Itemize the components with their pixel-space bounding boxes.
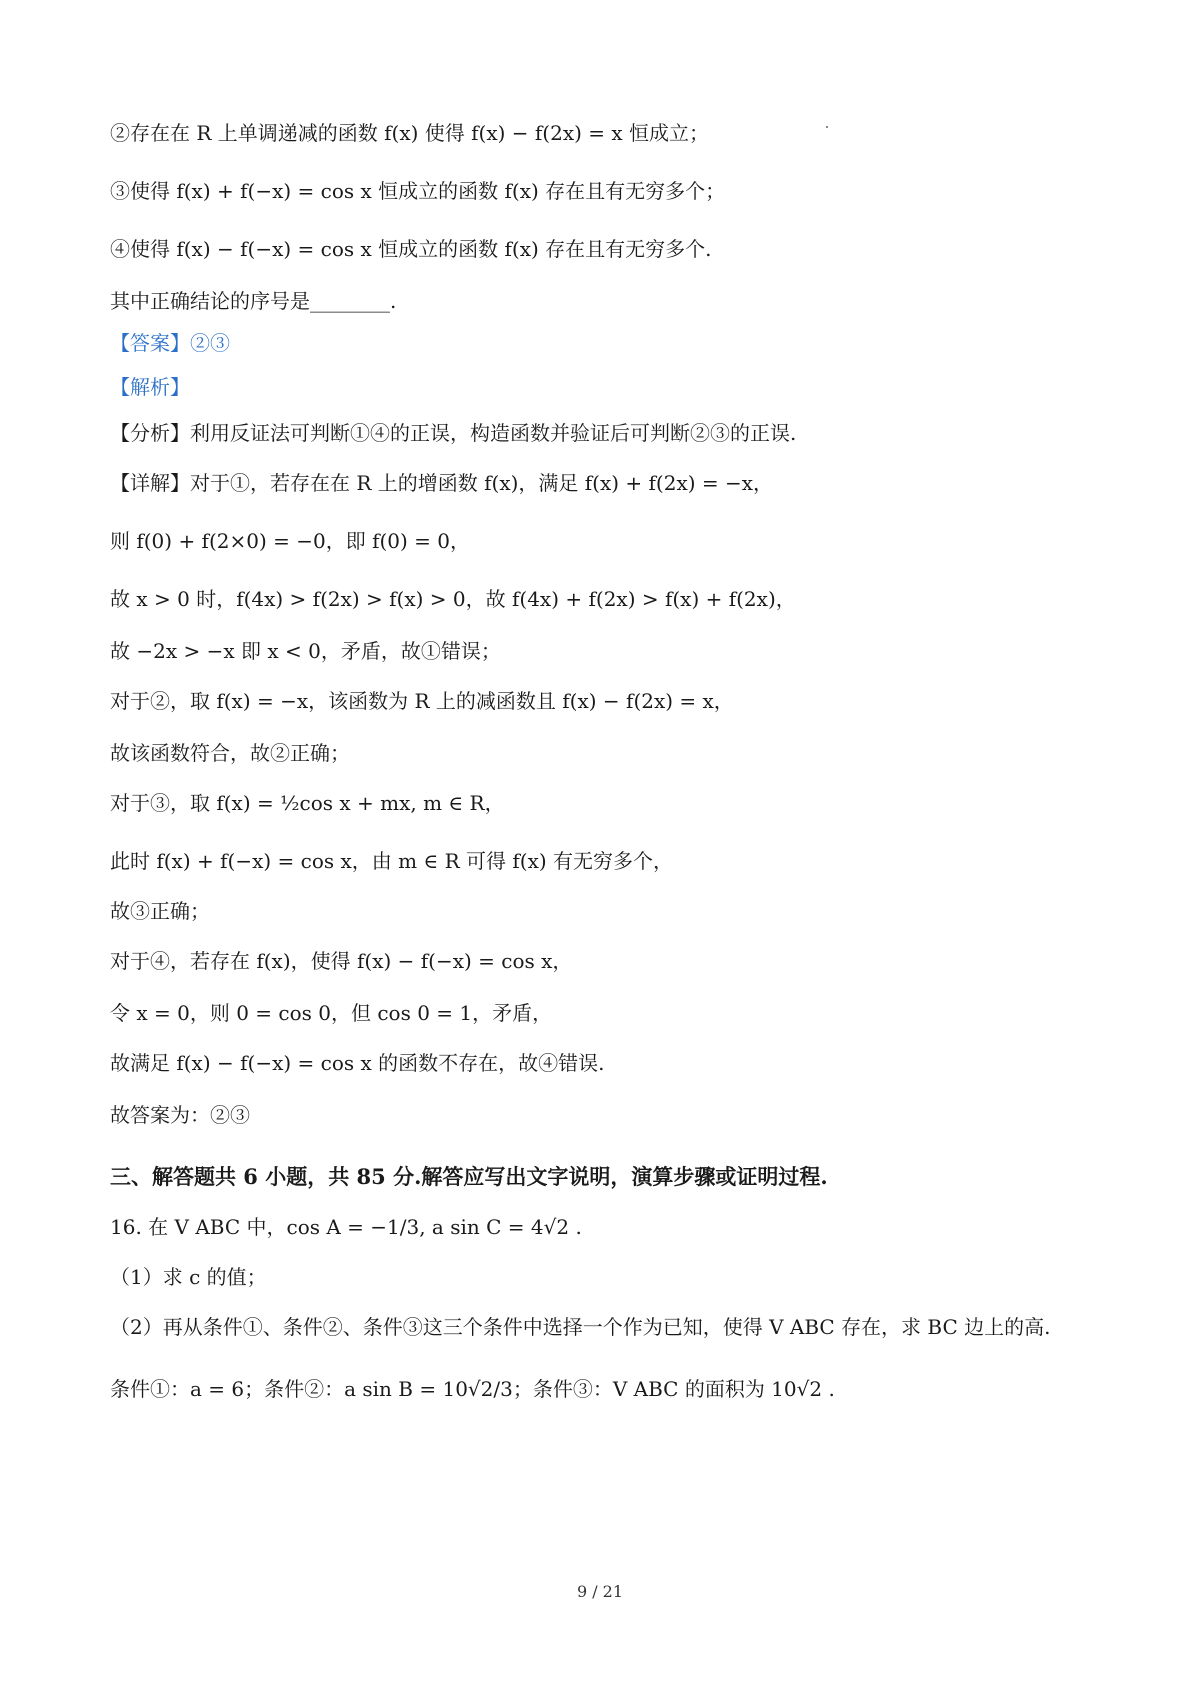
- page-number: 9 / 21: [576, 1582, 624, 1601]
- detail-line-7: 对于③，取 f(x) = ½cos x + mx, m ∈ R，: [110, 791, 505, 815]
- problem-16: 16. 在 V ABC 中，cos A = −1/3, a sin C = 4√2 .: [110, 1215, 582, 1239]
- detail-line-3: 故 x > 0 时，f(4x) > f(2x) > f(x) > 0，故 f(4x) + f(2x) > f(x) + f(2x)，: [110, 587, 796, 611]
- problem-16-part-2: （2）再从条件①、条件②、条件③这三个条件中选择一个作为已知，使得 V ABC 存在，求 BC 边上的高.: [110, 1315, 1051, 1339]
- detail-line-11: 令 x = 0，则 0 = cos 0，但 cos 0 = 1，矛盾，: [110, 1001, 553, 1025]
- section-heading: 三、解答题共 6 小题，共 85 分.解答应写出文字说明，演算步骤或证明过程.: [110, 1164, 828, 1189]
- detail-line-2: 则 f(0) + f(2×0) = −0，即 f(0) = 0，: [110, 529, 471, 553]
- detail-line-6: 故该函数符合，故②正确；: [110, 741, 350, 765]
- detail-line-1: 【详解】对于①，若存在在 R 上的增函数 f(x)，满足 f(x) + f(2x) = −x，: [110, 471, 774, 495]
- detail-line-5: 对于②，取 f(x) = −x，该函数为 R 上的减函数且 f(x) − f(2x) = x，: [110, 689, 734, 713]
- question-blank: 其中正确结论的序号是________.: [110, 289, 397, 313]
- statement-2: ②存在在 R 上单调递减的函数 f(x) 使得 f(x) − f(2x) = x 恒成立；: [110, 121, 710, 145]
- detail-line-12: 故满足 f(x) − f(−x) = cos x 的函数不存在，故④错误.: [110, 1051, 605, 1075]
- problem-16-conditions: 条件①：a = 6；条件②：a sin B = 10√2/3；条件③：V ABC 的面积为 10√2 .: [110, 1377, 835, 1401]
- scan-dot: [826, 126, 828, 128]
- problem-16-part-1: （1）求 c 的值；: [110, 1265, 267, 1289]
- answer-line: 【答案】②③: [110, 331, 230, 355]
- statement-3: ③使得 f(x) + f(−x) = cos x 恒成立的函数 f(x) 存在且有无穷多个；: [110, 179, 726, 203]
- detail-line-10: 对于④，若存在 f(x)，使得 f(x) − f(−x) = cos x，: [110, 949, 573, 973]
- final-answer: 故答案为：②③: [110, 1103, 250, 1127]
- detail-line-8: 此时 f(x) + f(−x) = cos x，由 m ∈ R 可得 f(x) 有无穷多个，: [110, 849, 674, 873]
- detail-line-9: 故③正确；: [110, 899, 210, 923]
- analysis-summary: 【分析】利用反证法可判断①④的正误，构造函数并验证后可判断②③的正误.: [110, 421, 797, 445]
- statement-4: ④使得 f(x) − f(−x) = cos x 恒成立的函数 f(x) 存在且有无穷多个.: [110, 237, 712, 261]
- analysis-heading: 【解析】: [110, 375, 190, 399]
- detail-line-4: 故 −2x > −x 即 x < 0，矛盾，故①错误；: [110, 639, 501, 663]
